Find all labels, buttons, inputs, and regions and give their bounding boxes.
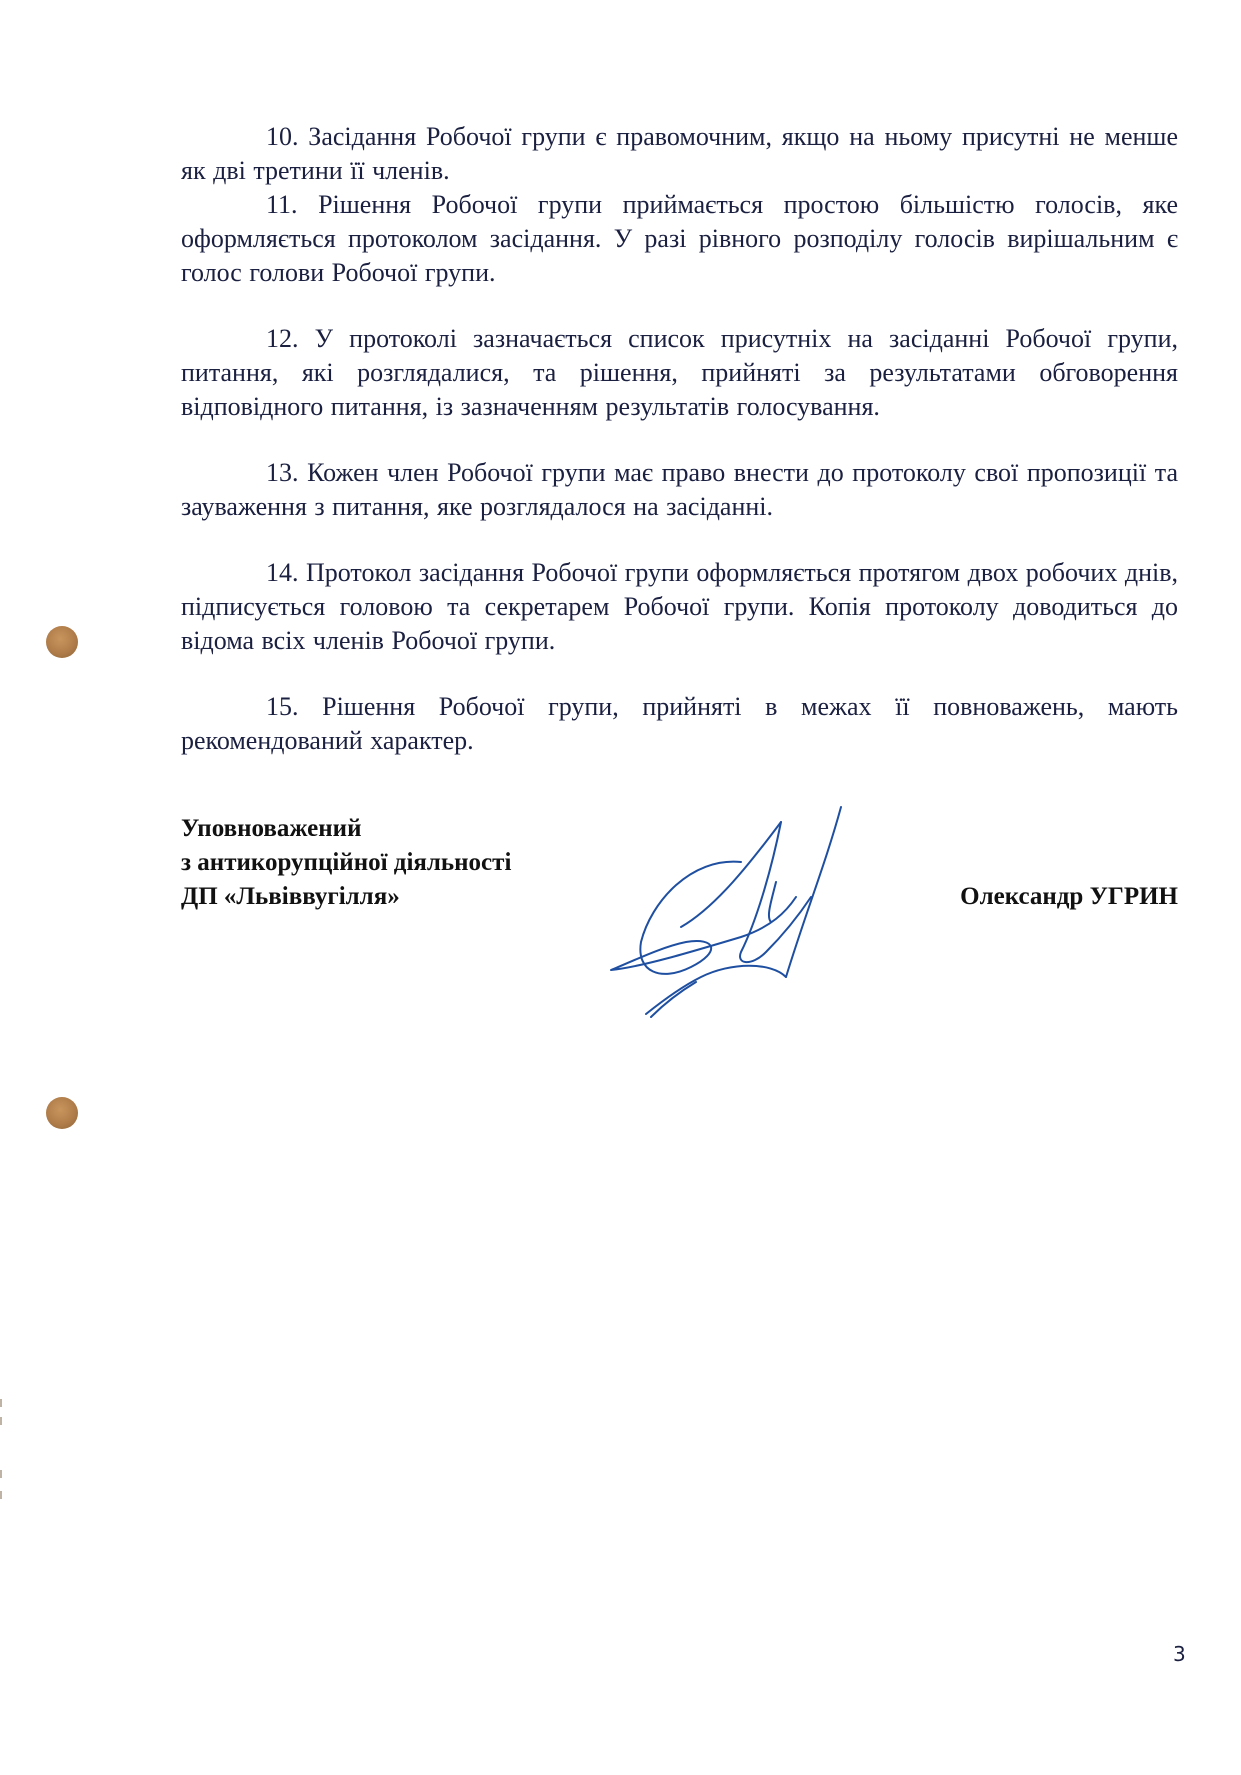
signer-name: Олександр УГРИН xyxy=(960,883,1178,910)
signer-position xyxy=(181,812,511,914)
paragraph-11: 11. Рішення Робочої групи приймається простою більшістю голосів, яке оформляється протоколом засідання. У разі рівного розподілу голосів вирішальним є голос голови Робочої групи. xyxy=(181,190,1178,287)
hole-punch-bottom xyxy=(46,1097,78,1129)
handwritten-signature-icon xyxy=(601,802,901,1022)
document-body xyxy=(181,120,1178,758)
position-line: з антикорупційної діяльності xyxy=(181,849,512,876)
signature-block xyxy=(181,812,1178,1012)
position-line: ДП «Львіввугілля» xyxy=(181,883,400,910)
position-line: Уповноважений xyxy=(181,815,362,842)
paragraph-15: 15. Рішення Робочої групи, прийняті в межах її повноважень, мають рекомендований характер. xyxy=(181,692,1178,755)
paragraph-12: 12. У протоколі зазначається список присутніх на засіданні Робочої групи, питання, які розглядалися, та рішення, прийняті за результатами обговорення відповідного питання, із зазначенням результатів голосування. xyxy=(181,324,1178,421)
page-number: 3 xyxy=(1173,1642,1186,1666)
scan-artifact xyxy=(0,1417,2,1425)
paragraph-10: 10. Засідання Робочої групи є правомочним, якщо на ньому присутні не менше як дві третини її членів. xyxy=(181,122,1178,185)
paragraph-13: 13. Кожен член Робочої групи має право внести до протоколу свої пропозиції та зауваження з питання, яке розглядалося на засіданні. xyxy=(181,458,1178,521)
scan-artifact xyxy=(0,1470,2,1478)
hole-punch-top xyxy=(46,626,78,658)
scan-artifact xyxy=(0,1491,2,1499)
paragraph-14: 14. Протокол засідання Робочої групи оформляється протягом двох робочих днів, підписується головою та секретарем Робочої групи. Копія протоколу доводиться до відома всіх членів Робочої групи. xyxy=(181,558,1178,655)
scan-artifact xyxy=(0,1399,2,1407)
